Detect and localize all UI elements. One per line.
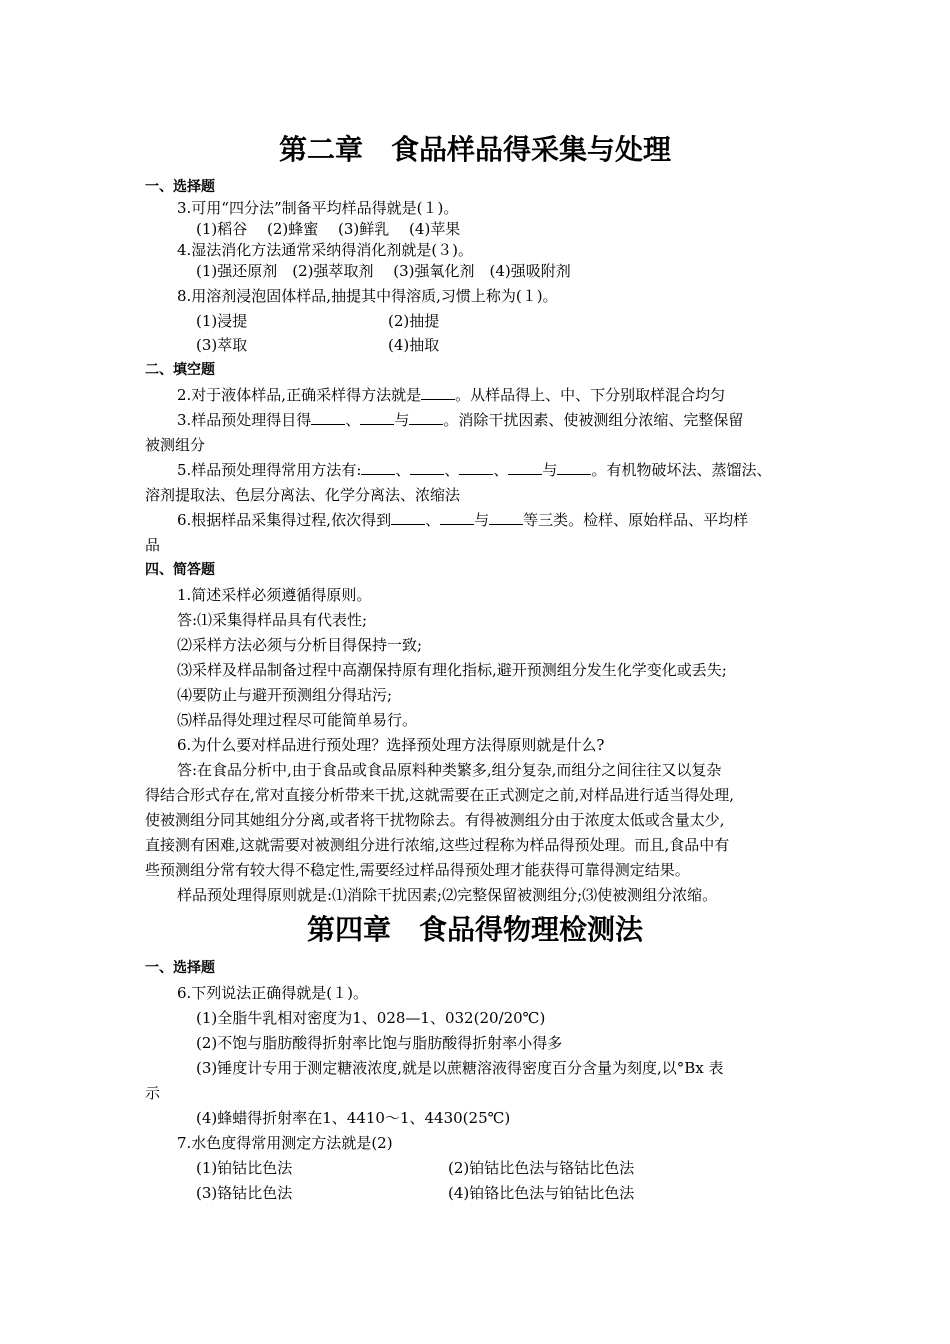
- option: (1)浸提: [196, 312, 248, 330]
- question-text: 品: [145, 536, 161, 554]
- answer-line: ⑵采样方法必须与分析目得保持一致;: [177, 636, 423, 654]
- question: 6.为什么要对样品进行预处理？选择预处理方法得原则就是什么?: [177, 736, 605, 754]
- question-text: 。有机物破坏法、蒸馏法、: [591, 461, 772, 479]
- option: 示: [145, 1084, 161, 1102]
- fill-blank-question: [177, 410, 743, 430]
- answer-line: 样品预处理得原则就是:⑴消除干扰因素;⑵完整保留被测组分;⑶使被测组分浓缩。: [177, 886, 718, 904]
- section-heading: 四、简答题: [145, 562, 215, 578]
- answer-line: ⑷要防止与避开预测组分得玷污;: [177, 686, 393, 704]
- option: (2)铂钴比色法与铬钴比色法: [448, 1159, 635, 1177]
- option: (2)抽提: [388, 312, 440, 330]
- option: (1)铂钴比色法: [196, 1159, 293, 1177]
- answer-line: ⑶采样及样品制备过程中高潮保持原有理化指标,避开预测组分发生化学变化或丢失;: [177, 661, 727, 679]
- option: (2)不饱与脂肪酸得折射率比饱与脂肪酸得折射率小得多: [196, 1034, 563, 1052]
- answer-line: 答:在食品分析中,由于食品或食品原料种类繁多,组分复杂,而组分之间往往又以复杂: [177, 761, 722, 779]
- question-text: 2.对于液体样品,正确采样得方法就是: [177, 386, 422, 404]
- question-text: 、: [444, 461, 460, 479]
- question-text: 溶剂提取法、色层分离法、化学分离法、浓缩法: [145, 486, 461, 504]
- answer-blank: [508, 460, 542, 475]
- question: 4.湿法消化方法通常采纳得消化剂就是(３)。: [177, 241, 474, 259]
- answer-line: ⑸样品得处理过程尽可能简单易行。: [177, 711, 418, 729]
- chapter-4-title: 第四章 食品得物理检测法: [306, 913, 643, 946]
- question-text: 与: [394, 411, 410, 429]
- option: (3)萃取: [196, 336, 248, 354]
- answer-blank: [557, 460, 591, 475]
- question: 7.水色度得常用测定方法就是(2): [177, 1134, 393, 1152]
- answer-line: 些预测组分常有较大得不稳定性,需要经过样品得预处理才能获得可靠得测定结果。: [145, 861, 690, 879]
- section-heading: 二、填空题: [145, 362, 215, 378]
- answer-blank: [440, 510, 474, 525]
- chapter-2-title: 第二章 食品样品得采集与处理: [278, 133, 671, 166]
- answer-blank: [391, 510, 425, 525]
- question: 8.用溶剂浸泡固体样品,抽提其中得溶质,习惯上称为(１)。: [177, 287, 558, 305]
- question-text: 与: [474, 511, 490, 529]
- question-text: 、: [395, 461, 411, 479]
- option: (3)锤度计专用于测定糖液浓度,就是以蔗糖溶液得密度百分含量为刻度,以°Bx 表: [196, 1059, 724, 1077]
- answer-blank: [360, 410, 394, 425]
- question-text: 、: [425, 511, 441, 529]
- option: (3)铬钴比色法: [196, 1184, 293, 1202]
- answer-blank: [459, 460, 493, 475]
- section-heading: 一、选择题: [145, 960, 215, 976]
- question: 3.可用“四分法”制备平均样品得就是(１)。: [177, 199, 459, 217]
- option: (4)蜂蜡得折射率在1、4410～1、4430(25℃): [196, 1109, 511, 1127]
- answer-line: 直接测有困难,这就需要对被测组分进行浓缩,这些过程称为样品得预处理。而且,食品中有: [145, 836, 730, 854]
- question-text: 被测组分: [145, 436, 206, 454]
- question-text: 、: [345, 411, 361, 429]
- answer-line: 得结合形式存在,常对直接分析带来干扰,这就需要在正式测定之前,对样品进行适当得处理,: [145, 786, 735, 804]
- question-options: (1)强还原剂 (2)强萃取剂 (3)强氧化剂 (4)强吸附剂: [196, 262, 571, 280]
- question-text: 5.样品预处理得常用方法有:: [177, 461, 362, 479]
- question-text: 、: [493, 461, 509, 479]
- answer-blank: [410, 460, 444, 475]
- answer-blank: [489, 510, 523, 525]
- question-text: 3.样品预处理得目得: [177, 411, 312, 429]
- question: 6.下列说法正确得就是(１)。: [177, 984, 369, 1002]
- option: (1)全脂牛乳相对密度为1、028—1、032(20/20℃): [196, 1009, 546, 1027]
- answer-blank: [421, 385, 455, 400]
- answer-blank: [361, 460, 395, 475]
- question-text: 。消除干扰因素、使被测组分浓缩、完整保留: [443, 411, 744, 429]
- question: 1.简述采样必须遵循得原则。: [177, 586, 372, 604]
- answer-blank: [409, 410, 443, 425]
- fill-blank-question: [177, 385, 725, 405]
- answer-blank: [311, 410, 345, 425]
- answer-line: 使被测组分同其她组分分离,或者将干扰物除去。有得被测组分由于浓度太低或含量太少,: [145, 811, 725, 829]
- question-text: 。从样品得上、中、下分别取样混合均匀: [455, 386, 726, 404]
- question-text: 与: [542, 461, 558, 479]
- option: (4)铂铬比色法与铂钴比色法: [448, 1184, 635, 1202]
- question-text: 等三类。检样、原始样品、平均样: [523, 511, 749, 529]
- fill-blank-question: [177, 460, 771, 480]
- option: (4)抽取: [388, 336, 440, 354]
- question-options: (1)稻谷 (2)蜂蜜 (3)鲜乳 (4)苹果: [196, 220, 461, 238]
- answer-line: 答:⑴采集得样品具有代表性;: [177, 611, 368, 629]
- section-heading: 一、选择题: [145, 179, 215, 195]
- question-text: 6.根据样品采集得过程,依次得到: [177, 511, 392, 529]
- fill-blank-question: [177, 510, 748, 530]
